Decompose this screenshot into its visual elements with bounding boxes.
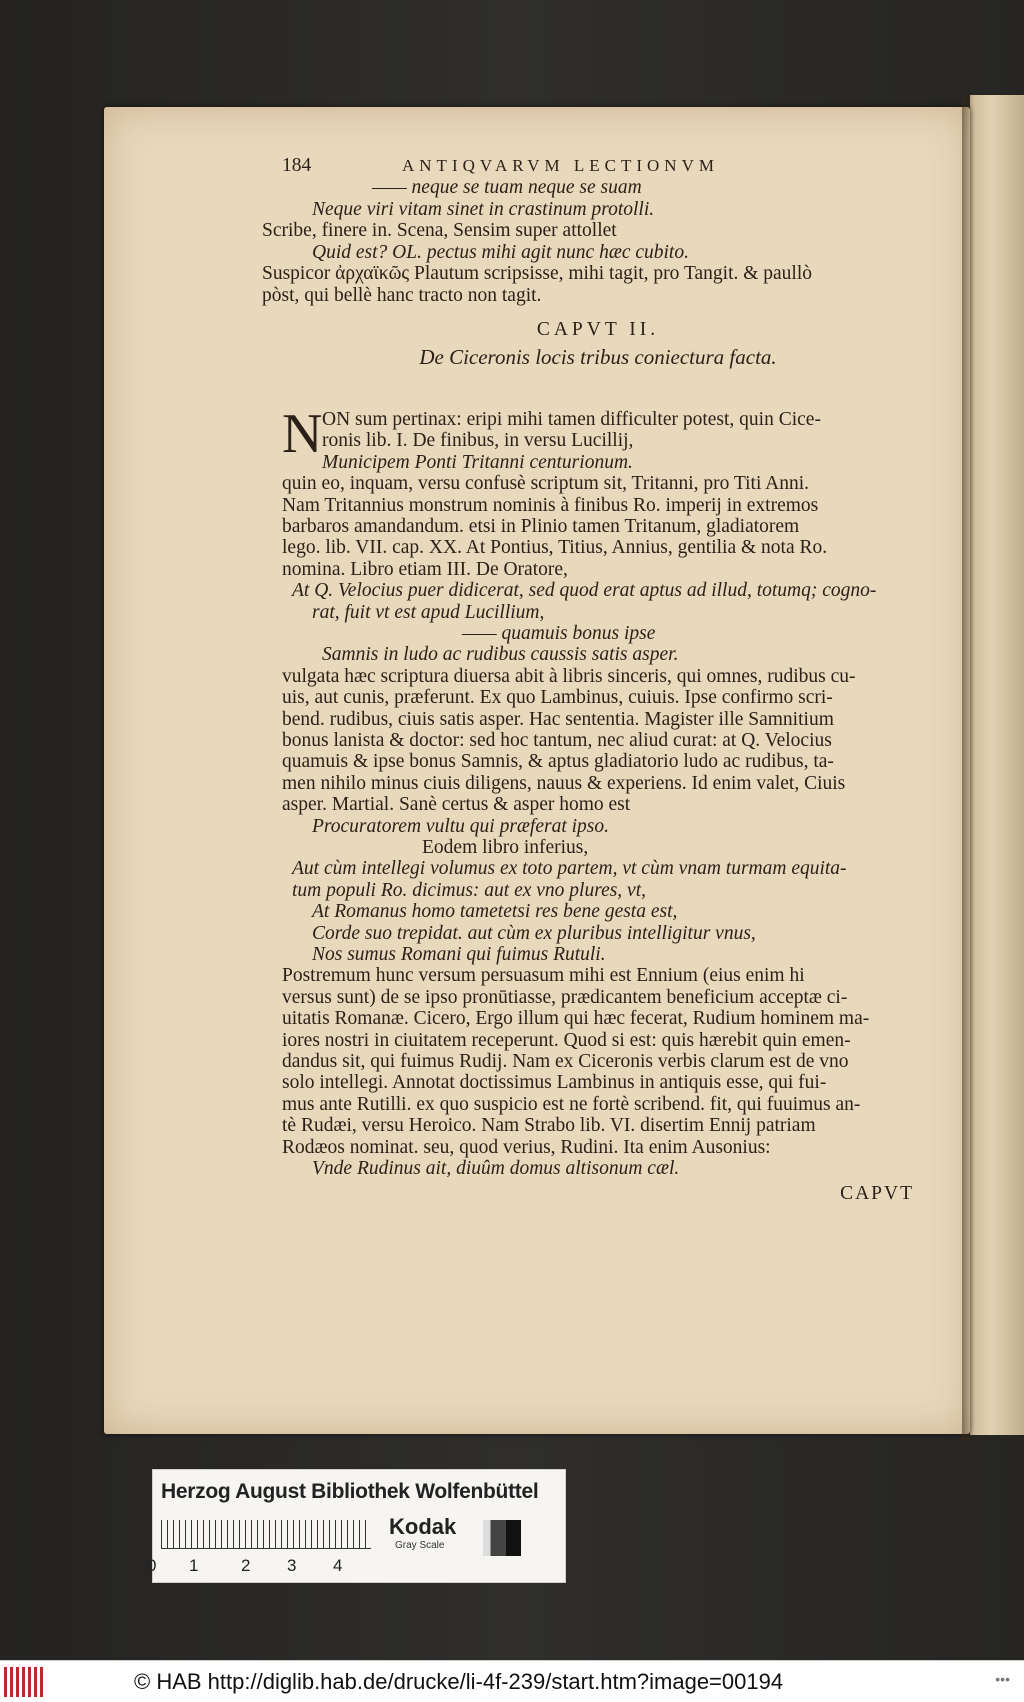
text-line: ronis lib. I. De finibus, in versu Lucillij, xyxy=(322,430,634,452)
text-line: Aut cùm intellegi volumus ex toto partem, vt cùm vnam turmam equita- xyxy=(292,858,847,880)
spine-shadow xyxy=(962,95,974,1440)
kodak-sublabel: Gray Scale xyxy=(395,1540,445,1551)
text-line: quin eo, inquam, versu confusè scriptum sit, Tritanni, pro Titi Anni. xyxy=(282,473,810,495)
text-line: solo intellegi. Annotat doctissimus Lambinus in antiquis esse, qui fui- xyxy=(282,1072,827,1094)
text-line: asper. Martial. Sanè certus & asper homo est xyxy=(282,794,631,816)
text-line: bend. rudibus, ciuis satis asper. Hac sententia. Magister ille Samnitium xyxy=(282,708,834,730)
ruler xyxy=(161,1520,371,1549)
text-line: Postremum hunc versum persuasum mihi est Ennium (eius enim hi xyxy=(282,965,805,987)
ruler-number: 2 xyxy=(241,1556,251,1575)
catchword: CAPVT xyxy=(840,1183,914,1204)
ruler-number: 4 xyxy=(333,1556,343,1575)
calibration-card xyxy=(147,1469,566,1583)
more-icon[interactable]: ••• xyxy=(995,1671,1010,1687)
text-line: Suspicor ἀρχαϊκῶς Plautum scripsisse, mihi tagit, pro Tangit. & paullò xyxy=(262,263,813,284)
text-line: lego. lib. VII. cap. XX. At Pontius, Titius, Annius, gentilia & nota Ro. xyxy=(282,537,828,559)
text-line: At Q. Velocius puer didicerat, sed quod erat aptus ad illud, totumq; cogno- xyxy=(292,580,877,602)
text-line: uitatis Romanæ. Cicero, Ergo illum qui hæc fecerat, Rudium hominem ma- xyxy=(282,1008,870,1030)
text-line: Scribe, finere in. Scena, Sensim super attollet xyxy=(262,220,617,241)
page-number: 184 xyxy=(282,155,312,176)
barcode-icon xyxy=(4,1667,46,1697)
text-line: Samnis in ludo ac rudibus caussis satis asper. xyxy=(322,644,679,666)
text-line: rat, fuit vt est apud Lucillium, xyxy=(312,601,545,623)
chapter-title: CAPVT II. xyxy=(536,319,660,340)
text-line: pòst, qui bellè hanc tracto non tagit. xyxy=(262,284,542,306)
text-line: quamuis & ipse bonus Samnis, & aptus gladiatorio ludo ac rudibus, ta- xyxy=(282,751,834,773)
ruler-number: 3 xyxy=(287,1556,297,1575)
text-line: versus sunt) de se ipso pronūtiasse, prædicantem beneficium acceptæ ci- xyxy=(282,986,848,1008)
library-name: Herzog August Bibliothek Wolfenbüttel xyxy=(161,1480,539,1503)
text-line: —— quamuis bonus ipse xyxy=(462,623,656,644)
ruler-number: 0 xyxy=(147,1556,157,1575)
text-line: Neque viri vitam sinet in crastinum protolli. xyxy=(312,198,655,220)
text-line: At Romanus homo tametetsi res bene gesta est, xyxy=(312,901,678,923)
footer-bar xyxy=(0,1660,1024,1702)
text-line: Corde suo trepidat. aut cùm ex pluribus intelligitur vnus, xyxy=(312,922,756,944)
text-line: Quid est? OL. pectus mihi agit nunc hæc cubito. xyxy=(312,241,689,263)
text-line: Eodem libro inferius, xyxy=(422,837,589,858)
text-line: uis, aut cunis, præferunt. Ex quo Lambinus, cuiuis. Ipse confirmo scri- xyxy=(282,687,833,709)
text-line: tum populi Ro. dicimus: aut ex vno plures, vt, xyxy=(292,879,647,901)
text-line: bonus lanista & doctor: sed hoc tantum, nec aliud curat: at Q. Velocius xyxy=(282,730,832,751)
text-line: tè Rudæi, versu Heroico. Nam Strabo lib. VI. disertim Ennij patriam xyxy=(282,1115,816,1137)
chapter-subtitle: De Ciceronis locis tribus coniectura facta. xyxy=(419,345,777,369)
text-line: Procuratorem vultu qui præferat ipso. xyxy=(312,815,610,837)
text-line: ON sum pertinax: eripi mihi tamen difficulter potest, quin Cice- xyxy=(322,409,821,430)
text-line: Nam Tritannius monstrum nominis à finibus Ro. imperij in extremos xyxy=(282,494,819,516)
text-line: mus ante Rutilli. ex quo suspicio est ne fortè scribend. fit, qui fuuimus an- xyxy=(282,1093,861,1115)
text-line: nomina. Libro etiam III. De Oratore, xyxy=(282,558,568,580)
next-page-edge xyxy=(970,95,1024,1435)
ruler-number: 1 xyxy=(189,1556,199,1575)
text-line: vulgata hæc scriptura diuersa abit à libris sinceris, qui omnes, rudibus cu- xyxy=(282,665,856,687)
text-line: Municipem Ponti Tritanni centurionum. xyxy=(322,451,633,473)
text-line: Vnde Rudinus ait, diuûm domus altisonum cæl. xyxy=(312,1158,680,1179)
copyright-url[interactable]: © HAB http://diglib.hab.de/drucke/li-4f-239/start.htm?image=00194 xyxy=(134,1669,784,1694)
text-line: men nihilo minus ciuis diligens, nauus & experiens. Id enim valet, Ciuis xyxy=(282,772,846,794)
text-line: dandus sit, qui fuimus Rudij. Nam ex Ciceronis verbis clarum est de vno xyxy=(282,1051,849,1072)
text-line: —— neque se tuam neque se suam xyxy=(372,177,642,198)
text-line: barbaros amandandum. etsi in Plinio tamen Tritanum, gladiatorem xyxy=(282,516,800,537)
running-head: ANTIQVARVM LECTIONVM xyxy=(402,156,719,175)
text-line: Nos sumus Romani qui fuimus Rutuli. xyxy=(312,944,606,965)
initial-letter: N xyxy=(282,403,323,465)
text-line: iores nostri in ciuitatem receperunt. Quod si est: quis hærebit quin emen- xyxy=(282,1029,851,1051)
text-line: Rodæos nominat. seu, quod verius, Rudini. Ita enim Ausonius: xyxy=(282,1136,771,1158)
page-header xyxy=(282,154,719,177)
kodak-label: Kodak xyxy=(389,1514,457,1539)
gray-scale-patch xyxy=(483,1520,521,1556)
